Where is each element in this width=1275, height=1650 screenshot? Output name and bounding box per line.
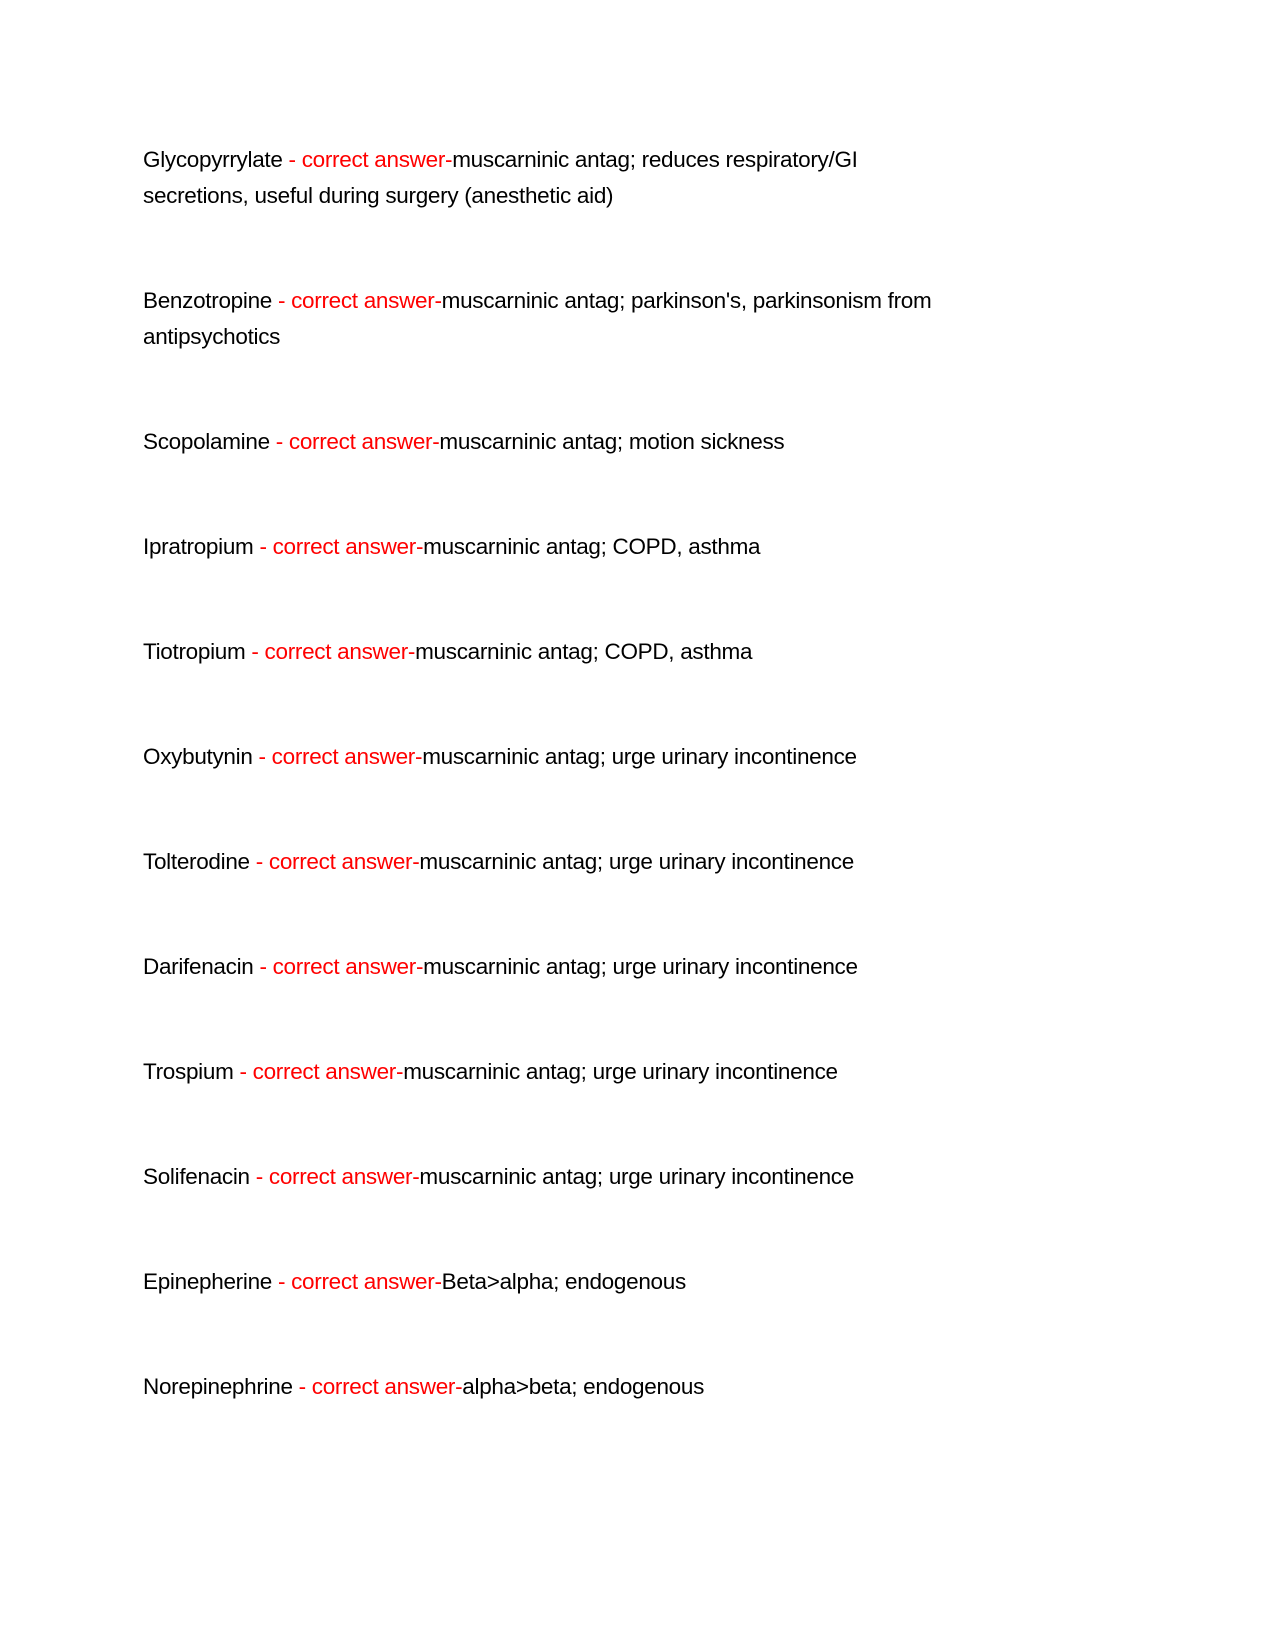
entry-line bbox=[143, 142, 1143, 178]
flashcard-entry bbox=[143, 739, 1143, 775]
drug-definition: muscarninic antag; urge urinary incontinence bbox=[423, 954, 858, 979]
drug-term: Tiotropium bbox=[143, 639, 246, 664]
flashcard-entry bbox=[143, 1264, 1143, 1300]
entry-line bbox=[143, 529, 1143, 565]
flashcard-entry bbox=[143, 844, 1143, 880]
drug-term: Scopolamine bbox=[143, 429, 270, 454]
answer-separator: - correct answer- bbox=[249, 849, 420, 874]
drug-definition: muscarninic antag; reduces respiratory/GI bbox=[452, 147, 858, 172]
drug-term: Glycopyrrylate bbox=[143, 147, 283, 172]
drug-definition: muscarninic antag; motion sickness bbox=[439, 429, 785, 454]
flashcard-entry bbox=[143, 1054, 1143, 1090]
answer-separator: - correct answer- bbox=[272, 1269, 442, 1294]
entry-line bbox=[143, 1159, 1143, 1195]
drug-definition: Beta>alpha; endogenous bbox=[441, 1269, 686, 1294]
flashcard-entry bbox=[143, 1369, 1143, 1405]
flashcard-entry bbox=[143, 283, 1143, 355]
drug-term: Trospium bbox=[143, 1059, 234, 1084]
answer-separator: - correct answer- bbox=[272, 288, 442, 313]
drug-definition: muscarninic antag; urge urinary incontinence bbox=[422, 744, 857, 769]
answer-separator: - correct answer- bbox=[249, 1164, 420, 1189]
entry-line bbox=[143, 949, 1143, 985]
flashcard-entry bbox=[143, 529, 1143, 565]
entry-line bbox=[143, 1054, 1143, 1090]
entry-line bbox=[143, 634, 1143, 670]
drug-term: Ipratropium bbox=[143, 534, 254, 559]
drug-term: Solifenacin bbox=[143, 1164, 250, 1189]
definition-continuation: antipsychotics bbox=[143, 324, 281, 349]
flashcard-entry bbox=[143, 634, 1143, 670]
flashcard-entry bbox=[143, 1159, 1143, 1195]
drug-term: Darifenacin bbox=[143, 954, 254, 979]
answer-separator: - correct answer- bbox=[282, 147, 453, 172]
entry-line bbox=[143, 1369, 1143, 1405]
flashcard-entry bbox=[143, 424, 1143, 460]
answer-separator: - correct answer- bbox=[233, 1059, 404, 1084]
answer-separator: - correct answer- bbox=[253, 534, 424, 559]
flashcard-entry bbox=[143, 949, 1143, 985]
drug-term: Benzotropine bbox=[143, 288, 272, 313]
flashcard-entry bbox=[143, 142, 1143, 214]
drug-term: Epinepherine bbox=[143, 1269, 273, 1294]
entry-line bbox=[143, 844, 1143, 880]
drug-term: Tolterodine bbox=[143, 849, 250, 874]
drug-definition: muscarninic antag; parkinson's, parkinsonism from bbox=[441, 288, 932, 313]
answer-separator: - correct answer- bbox=[269, 429, 440, 454]
answer-separator: - correct answer- bbox=[245, 639, 416, 664]
entry-line bbox=[143, 739, 1143, 775]
drug-definition: alpha>beta; endogenous bbox=[462, 1374, 705, 1399]
drug-term: Oxybutynin bbox=[143, 744, 253, 769]
entry-line bbox=[143, 1264, 1143, 1300]
definition-continuation: secretions, useful during surgery (anesthetic aid) bbox=[143, 183, 614, 208]
answer-separator: - correct answer- bbox=[252, 744, 423, 769]
entry-line bbox=[143, 283, 1143, 319]
drug-definition: muscarninic antag; COPD, asthma bbox=[423, 534, 761, 559]
entry-line bbox=[143, 424, 1143, 460]
answer-separator: - correct answer- bbox=[292, 1374, 463, 1399]
drug-definition: muscarninic antag; COPD, asthma bbox=[415, 639, 753, 664]
drug-definition: muscarninic antag; urge urinary incontinence bbox=[419, 1164, 854, 1189]
drug-term: Norepinephrine bbox=[143, 1374, 293, 1399]
drug-definition: muscarninic antag; urge urinary incontinence bbox=[403, 1059, 838, 1084]
answer-separator: - correct answer- bbox=[253, 954, 424, 979]
document-page bbox=[143, 142, 1143, 1474]
drug-definition: muscarninic antag; urge urinary incontinence bbox=[419, 849, 854, 874]
